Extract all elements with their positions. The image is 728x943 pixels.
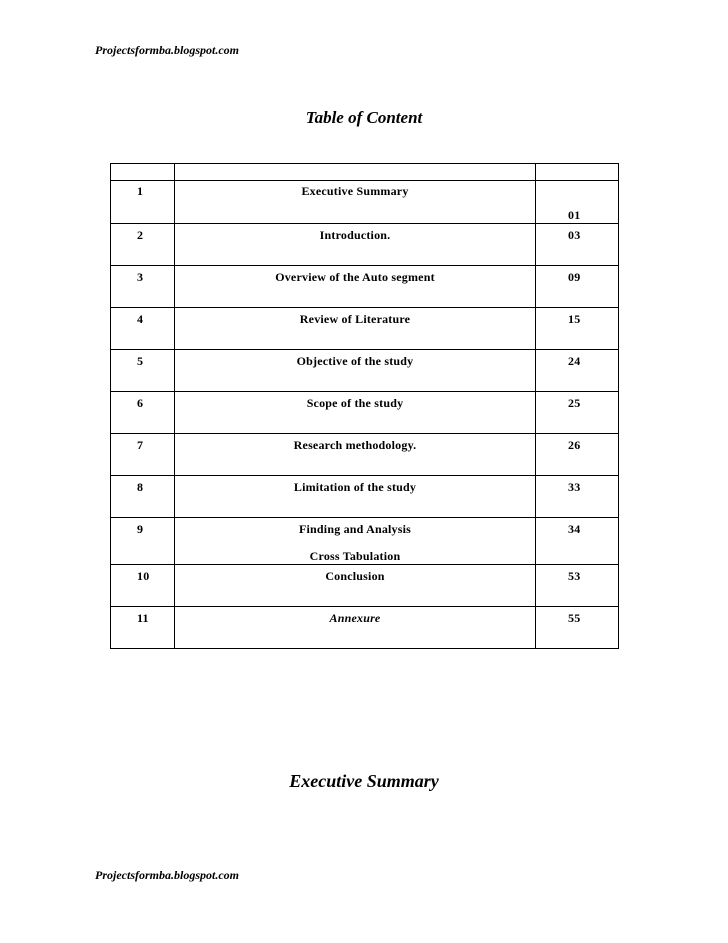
footer-site-text: Projectsformba.blogspot.com xyxy=(95,868,239,882)
toc-row-number: 9 xyxy=(137,522,144,536)
toc-header-cell xyxy=(111,164,175,181)
toc-header-cell xyxy=(175,164,536,181)
toc-row-title: Overview of the Auto segment xyxy=(275,270,435,284)
toc-row xyxy=(111,224,619,266)
toc-row xyxy=(111,476,619,518)
toc-row-number: 3 xyxy=(137,270,144,284)
toc-row-title: Conclusion xyxy=(325,569,385,583)
toc-row-title: Limitation of the study xyxy=(293,480,417,494)
toc-row-number: 1 xyxy=(137,184,144,198)
toc-row xyxy=(111,350,619,392)
toc-title: Table of Content xyxy=(305,108,423,127)
toc-row-number: 10 xyxy=(137,569,150,583)
toc-row-page: 03 xyxy=(568,228,581,242)
toc-row-number: 5 xyxy=(137,354,144,368)
toc-row-number: 7 xyxy=(137,438,144,452)
toc-row-page: 33 xyxy=(568,480,581,494)
toc-row-subtitle: Cross Tabulation xyxy=(309,549,401,563)
toc-row-title: Annexure xyxy=(329,611,381,625)
toc-row-title: Research methodology. xyxy=(293,438,417,452)
toc-row-page: 15 xyxy=(568,312,581,326)
toc-row xyxy=(111,518,619,565)
toc-row-page: 24 xyxy=(568,354,581,368)
toc-row xyxy=(111,308,619,350)
toc-row-title: Objective of the study xyxy=(296,354,414,368)
toc-row-title: Scope of the study xyxy=(306,396,404,410)
toc-header-row xyxy=(111,164,619,181)
toc-row-page: 09 xyxy=(568,270,581,284)
toc-table xyxy=(110,163,619,649)
toc-row xyxy=(111,266,619,308)
toc-row-title: Review of Literature xyxy=(299,312,411,326)
toc-row-number: 8 xyxy=(137,480,144,494)
toc-row xyxy=(111,434,619,476)
toc-row xyxy=(111,392,619,434)
toc-row-title: Finding and Analysis xyxy=(298,522,412,536)
toc-header-cell xyxy=(536,164,619,181)
toc-row xyxy=(111,181,619,224)
toc-row-title: Executive Summary xyxy=(301,184,409,198)
header-site-text: Projectsformba.blogspot.com xyxy=(95,43,239,57)
toc-row-page: 25 xyxy=(568,396,581,410)
toc-row-page: 26 xyxy=(568,438,581,452)
toc-row-number: 2 xyxy=(137,228,144,242)
toc-row-number: 11 xyxy=(137,611,149,625)
toc-row-page: 34 xyxy=(568,522,581,536)
toc-row-page: 53 xyxy=(568,569,581,583)
toc-row-page: 55 xyxy=(568,611,581,625)
toc-row xyxy=(111,607,619,649)
toc-row xyxy=(111,565,619,607)
section-title: Executive Summary xyxy=(289,771,439,791)
toc-row-title: Introduction. xyxy=(319,228,391,242)
toc-row-page: 01 xyxy=(568,208,581,222)
toc-row-number: 4 xyxy=(137,312,144,326)
toc-row-number: 6 xyxy=(137,396,144,410)
